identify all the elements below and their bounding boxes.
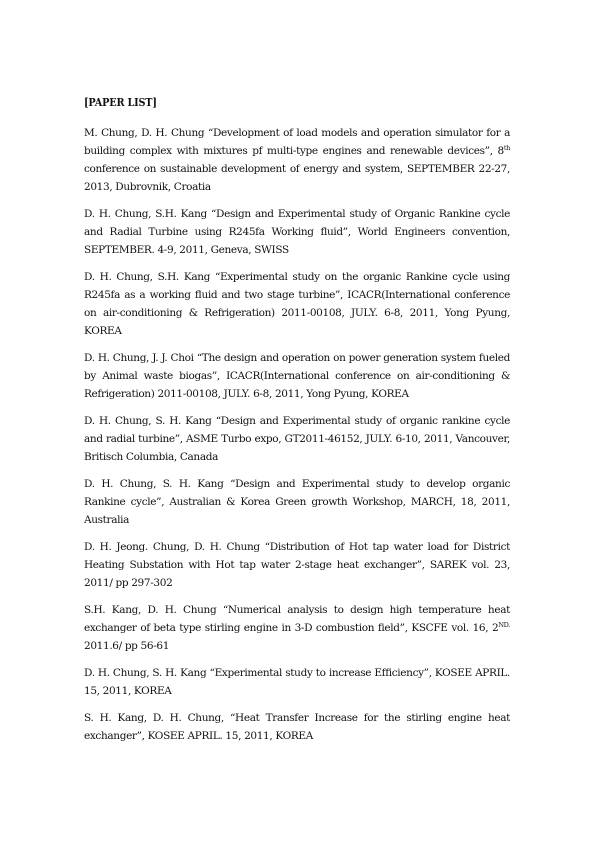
paper-entry-text: S.H. Kang, D. H. Chung “Numerical analysis to design high temperature heat exchanger of beta type stirling engine in 3-D combustion field”, KSCFE vol. 16,: [84, 604, 510, 634]
paper-entry-text: D. H. Chung, S.H. Kang “Design and Experimental study of Organic Rankine cycle and Radial Turbine using R245fa Working fluid”, World Engineers convention, SEPTEMBER. 4-9, 2011, Geneva, SWISS: [84, 208, 510, 256]
paper-entry-10: [84, 709, 510, 745]
paper-entry-3: [84, 268, 510, 340]
paper-entry-tail: conference on sustainable development of energy and system, SEPTEMBER 22-27, 2013, Dubrovnik, Croatia: [84, 163, 510, 193]
ordinal-suffix: th: [503, 144, 510, 152]
section-heading: [PAPER LIST]: [84, 96, 157, 109]
paper-entry-text: D. H. Jeong. Chung, D. H. Chung “Distribution of Hot tap water load for District Heating Substation with Hot tap water 2-stage heat exchanger”, SAREK vol. 23, 2011/ pp 297-302: [84, 541, 510, 589]
paper-entry-tail: 2011.6/ pp 56-61: [84, 640, 170, 652]
paper-entry-text: D. H. Chung, J. J. Choi “The design and operation on power generation system fueled by Animal waste biogas”, ICACR(International conference on air-conditioning & Refrigeration) 2011-00108, JULY. 6-8, 2011, Yong Pyung, KOREA: [84, 352, 510, 400]
paper-entry-text: S. H. Kang, D. H. Chung, “Heat Transfer Increase for the stirling engine heat exchanger”, KOSEE APRIL. 15, 2011, KOREA: [84, 712, 510, 742]
paper-entry-7: [84, 538, 510, 592]
paper-list: [84, 124, 510, 754]
paper-entry-text: D. H. Chung, S. H. Kang “Design and Experimental study to develop organic Rankine cycle”, Australian & Korea Green growth Workshop, MARCH, 18, 2011, Australia: [84, 478, 510, 526]
issue-number: 2: [491, 622, 499, 634]
paper-entry-8: [84, 601, 510, 655]
paper-entry-text: D. H. Chung, S. H. Kang “Design and Experimental study of organic rankine cycle and radial turbine”, ASME Turbo expo, GT2011-46152, JULY. 6-10, 2011, Vancouver, Britisch Columbia, Canada: [84, 415, 510, 463]
paper-entry-text: D. H. Chung, S. H. Kang “Experimental study to increase Efficiency”, KOSEE APRIL. 15, 2011, KOREA: [84, 667, 510, 697]
paper-entry-text: M. Chung, D. H. Chung “Development of load models and operation simulator for a building complex with mixtures pf multi-type engines and renewable devices”,: [84, 127, 510, 157]
paper-entry-6: [84, 475, 510, 529]
paper-entry-4: [84, 349, 510, 403]
paper-entry-1: [84, 124, 510, 196]
paper-entry-2: [84, 205, 510, 259]
paper-entry-text: D. H. Chung, S.H. Kang “Experimental study on the organic Rankine cycle using R245fa as a working fluid and two stage turbine”, ICACR(International conference on air-conditioning & Refrigeration) 2011-00108, JULY. 6-8, 2011, Yong Pyung, KOREA: [84, 271, 510, 337]
paper-entry-5: [84, 412, 510, 466]
issue-suffix: ND.: [498, 621, 510, 629]
paper-entry-9: [84, 664, 510, 700]
ordinal-number: 8: [497, 145, 504, 157]
